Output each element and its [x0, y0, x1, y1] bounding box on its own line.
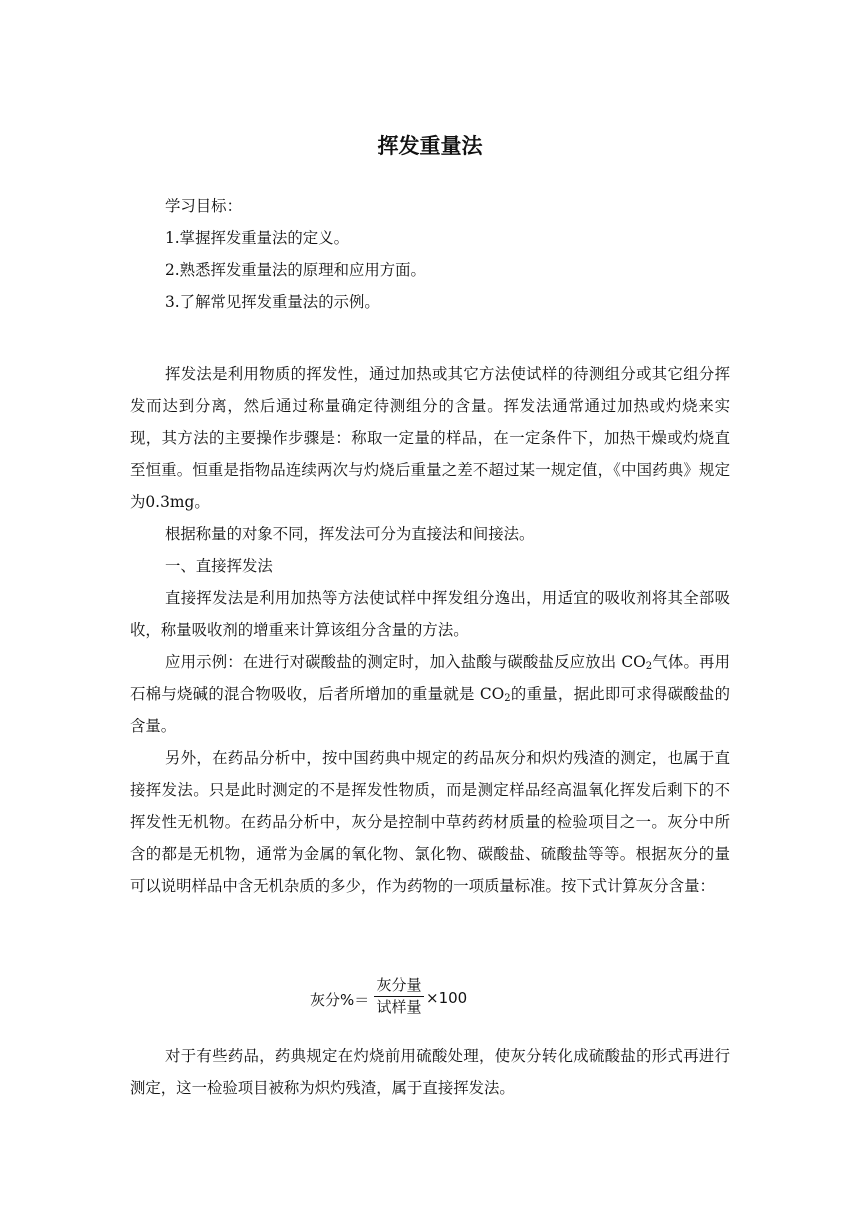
- learning-objectives: [130, 190, 730, 318]
- classification-paragraph: 根据称量的对象不同，挥发法可分为直接法和间接法。: [165, 525, 535, 543]
- objective-item: 3.了解常见挥发重量法的示例。: [165, 293, 380, 311]
- example-text-1: 应用示例：在进行对碳酸盐的测定时，加入盐酸与碳酸盐反应放出 CO: [165, 653, 646, 671]
- formula-numerator: 灰分量: [376, 976, 422, 994]
- closing-text: [130, 1040, 730, 1104]
- objective-item: 2.熟悉挥发重量法的原理和应用方面。: [165, 261, 426, 279]
- formula-fraction: [374, 975, 424, 1018]
- example-text-3: 的重量，据此即可求得碳酸盐的含量。: [130, 685, 730, 735]
- formula-rhs: ×100: [426, 989, 468, 1007]
- main-text: [130, 358, 730, 902]
- example-text-2: 气体。再用石棉与烧碱的混合物吸收，后者所增加的重量就是 CO: [130, 653, 730, 703]
- example-paragraph: [130, 646, 730, 742]
- objective-item: 1.掌握挥发重量法的定义。: [165, 229, 349, 247]
- document-title: 挥发重量法: [377, 134, 483, 158]
- intro-paragraph: 挥发法是利用物质的挥发性，通过加热或其它方法使试样的待测组分或其它组分挥发而达到分离，然后通过称量确定待测组分的含量。挥发法通常通过加热或灼烧来实现，其方法的主要操作步骤是：称取一定量的样品，在一定条件下，加热干燥或灼烧直至恒重。恒重是指物品连续两次与灼烧后重量之差不超过某一规定值，《中国药典》规定为0.3mg。: [130, 365, 730, 511]
- co2-subscript: 2: [504, 693, 511, 704]
- formula-denominator: 试样量: [376, 998, 422, 1016]
- section-heading-direct: 一、直接挥发法: [165, 557, 273, 575]
- residue-paragraph: 对于有些药品，药典规定在灼烧前用硫酸处理，使灰分转化成硫酸盐的形式再进行测定，这一检验项目被称为炽灼残渣，属于直接挥发法。: [130, 1047, 730, 1097]
- ash-formula: [300, 975, 520, 1021]
- formula-lhs: 灰分%＝: [310, 991, 370, 1009]
- objectives-heading: 学习目标：: [165, 197, 242, 215]
- co2-subscript: 2: [645, 661, 653, 672]
- direct-definition-paragraph: 直接挥发法是利用加热等方法使试样中挥发组分逸出，用适宜的吸收剂将其全部吸收，称量吸收剂的增重来计算该组分含量的方法。: [130, 589, 730, 639]
- ash-paragraph: 另外，在药品分析中，按中国药典中规定的药品灰分和炽灼残渣的测定，也属于直接挥发法。只是此时测定的不是挥发性物质，而是测定样品经高温氧化挥发后剩下的不挥发性无机物。在药品分析中，灰分是控制中草药药材质量的检验项目之一。灰分中所含的都是无机物，通常为金属的氧化物、氯化物、碳酸盐、硫酸盐等等。根据灰分的量可以说明样品中含无机杂质的多少，作为药物的一项质量标准。按下式计算灰分含量：: [130, 749, 730, 895]
